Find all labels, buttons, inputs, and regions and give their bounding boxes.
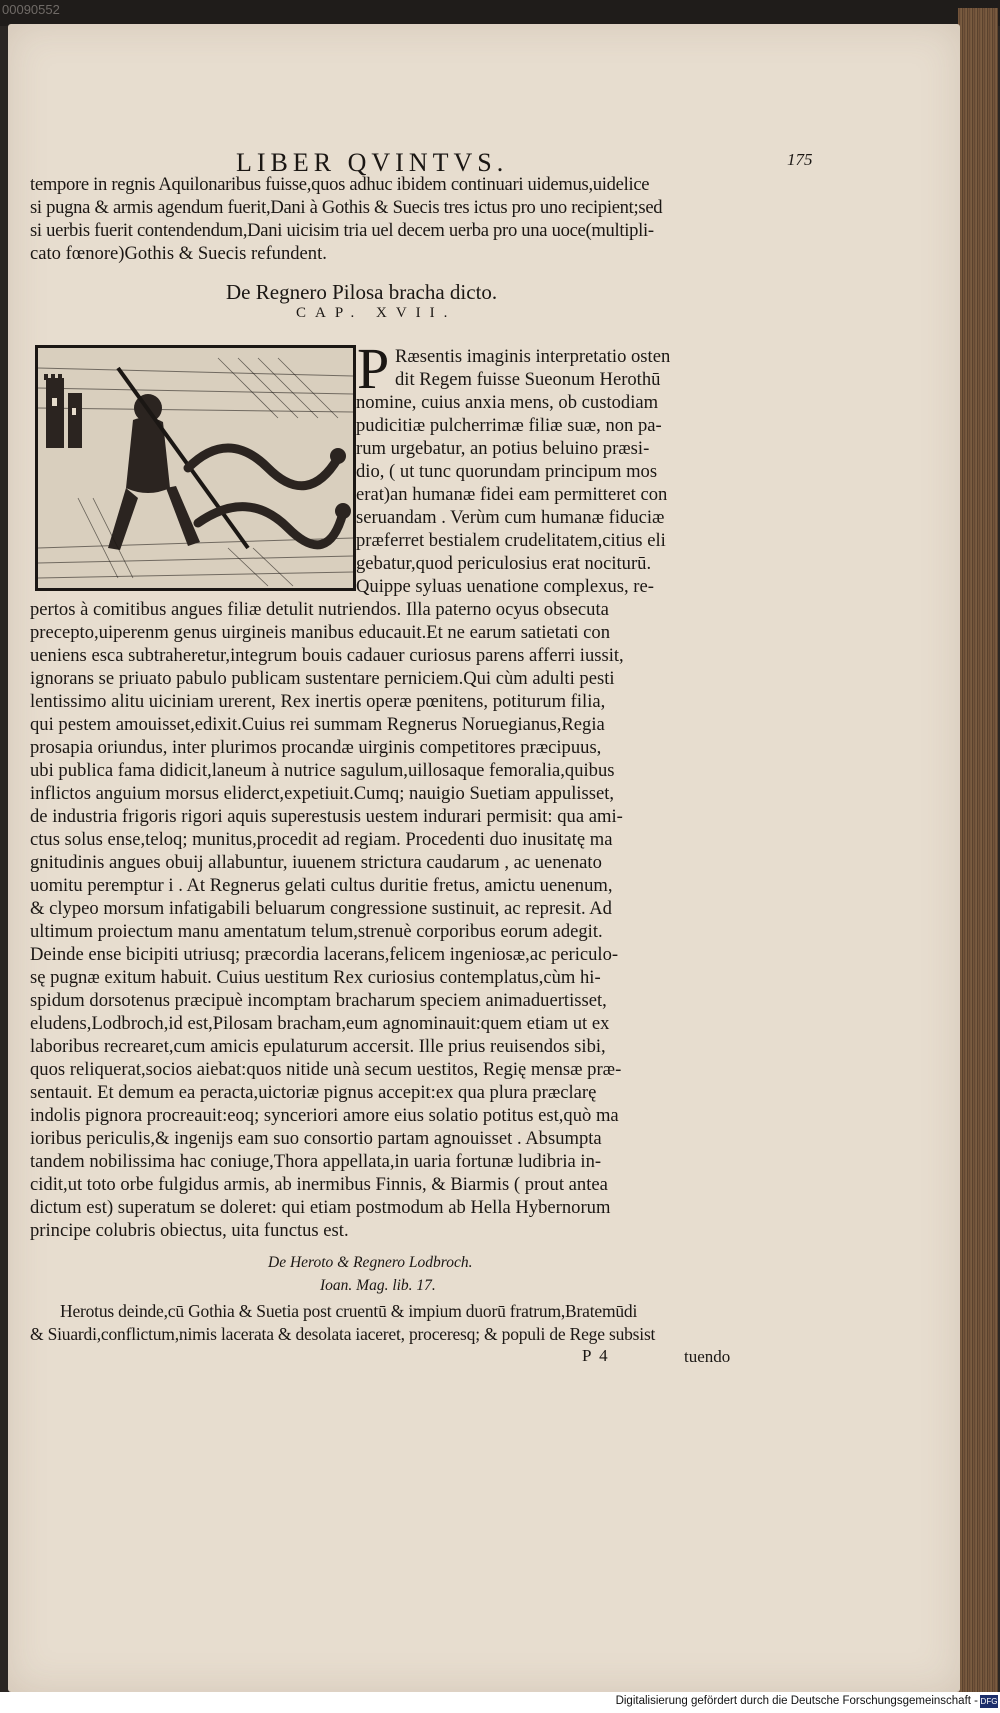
- text-line: precepto,uiperenm genus uirgineis manibus educauit.Et ne earum satietati con: [30, 622, 611, 643]
- text-line: si pugna & armis agendum fuerit,Dani à Gothis & Suecis tres ictus pro uno recipient;sed: [30, 197, 663, 218]
- dfg-logo: DFG: [980, 1697, 998, 1706]
- section-source: Ioan. Mag. lib. 17.: [320, 1277, 436, 1294]
- text-line: pudicitiæ pulcherrimæ filiæ suæ, non pa-: [356, 415, 662, 436]
- woodcut-illustration: [35, 345, 356, 591]
- text-line: quos reliquerat,socios aiebat:quos nitide unà secum uestitos, Regię mensæ præ-: [30, 1059, 622, 1080]
- chapter-number: CAP. XVII.: [296, 305, 457, 321]
- text-line: si uerbis fuerit contendendum,Dani uicisim tria uel decem uerba pro una uoce(multipli-: [30, 220, 654, 241]
- footer-bar: [0, 1692, 1000, 1713]
- text-line: tempore in regnis Aquilonaribus fuisse,quos adhuc ibidem continuari uidemus,uidelice: [30, 174, 650, 195]
- text-line: sę pugnæ exitum habuit. Cuius uestitum Rex curiosius contemplatus,cùm hi-: [30, 967, 601, 988]
- text-line: tandem nobilissima hac coniuge,Thora appellata,in uaria fortunæ ludibria in-: [30, 1151, 602, 1172]
- text-line: principe colubris obiectus, uita functus est.: [30, 1220, 349, 1241]
- drop-cap: P: [357, 336, 390, 401]
- chapter-title: De Regnero Pilosa bracha dicto.: [226, 280, 498, 304]
- woodcut-image: [38, 348, 353, 588]
- text-line: cato fœnore)Gothis & Suecis refundent.: [30, 243, 327, 264]
- text-line: Herotus deinde,cū Gothia & Suetia post cruentū & impium duorū fratrum,Bratemūdi: [60, 1301, 638, 1321]
- text-line: rum urgebatur, an potius beluino præsi-: [356, 438, 650, 459]
- text-line: spidum dorsotenus præcipuè incomptam bracharum speciem animaduertisset,: [30, 990, 607, 1011]
- book-page-edges: [958, 8, 998, 1698]
- text-line: uomitu peremptur i . At Regnerus gelati cultus duritie fretus, amictu uenenum,: [30, 875, 613, 896]
- running-header: LIBER QVINTVS.: [236, 148, 509, 177]
- text-line: Quippe syluas uenatione complexus, re-: [356, 576, 654, 597]
- text-line: dio, ( ut tunc quorundam principum mos: [356, 461, 658, 482]
- text-line: dit Regem fuisse Sueonum Herothū: [395, 369, 661, 390]
- text-line: inflictos anguium morsus eliderct,expetiuit.Cumq; nauigio Suetiam appulisset,: [30, 783, 615, 804]
- scan-id: 00090552: [2, 2, 60, 17]
- signature-mark: P 4: [582, 1346, 610, 1365]
- footer-credit: Digitalisierung gefördert durch die Deutsche Forschungsgemeinschaft -: [615, 1695, 978, 1707]
- catchword: tuendo: [684, 1347, 731, 1366]
- text-line: ioribus periculis,& ingenijs eam suo consortio partam agnouisset . Absumpta: [30, 1128, 602, 1149]
- text-line: præferret bestialem crudelitatem,citius eli: [356, 530, 666, 551]
- page-number: 175: [787, 150, 813, 169]
- text-line: ubi publica fama didicit,laneum à nutrice sagulum,uillosaque femoralia,quibus: [30, 760, 615, 781]
- text-line: & clypeo morsum infatigabili beluarum congressione sustinuit, ac represit. Ad: [30, 898, 612, 919]
- text-line: qui pestem amouisset,edixit.Cuius rei summam Regnerus Noruegianus,Regia: [30, 714, 605, 735]
- scan-top-strip: [0, 0, 1000, 26]
- text-line: laboribus recrearet,cum amicis epulaturum accersit. Ille prius reuisendos sibi,: [30, 1036, 606, 1057]
- text-line: erat)an humanæ fidei eam permitteret con: [356, 484, 668, 505]
- text-line: nomine, cuius anxia mens, ob custodiam: [356, 392, 659, 413]
- text-line: gnitudinis angues obuij allabuntur, iuuenem strictura caudarum , ac uenenato: [30, 852, 602, 873]
- text-line: & Siuardi,conflictum,nimis lacerata & desolata iaceret, proceresq; & populi de Rege subsist: [30, 1324, 656, 1344]
- text-line: gebatur,quod periculosius erat nociturū.: [356, 553, 652, 574]
- text-line: ignorans se priuato pabulo publicam sustentare perniciem.Qui cùm adulti pesti: [30, 668, 615, 689]
- text-line: prosapia oriundus, inter plurimos procandæ uirginis competitores præcipuus,: [30, 737, 602, 758]
- text-line: ctus solus ense,teloq; munitus,procedit ad regiam. Procedenti duo inusitatę ma: [30, 829, 613, 850]
- text-line: Ræsentis imaginis interpretatio osten: [395, 346, 671, 367]
- text-line: seruandam . Verùm cum humanæ fiduciæ: [356, 507, 665, 528]
- text-line: indolis pignora procreauit:eoq; synceriori amore eius solatio potitus est,quò ma: [30, 1105, 619, 1126]
- text-line: sentauit. Et demum ea peracta,uictoriæ pignus accepit:ex qua plura præclarę: [30, 1082, 597, 1103]
- text-line: dictum est) superatum se doleret: qui etiam postmodum ab Hella Hybernorum: [30, 1197, 611, 1218]
- text-line: eludens,Lodbroch,id est,Pilosam bracham,eum agnominauit:quem etiam ut ex: [30, 1013, 610, 1034]
- text-line: ueniens esca subtraheretur,integrum bouis cadauer curiosus parens afferri iussit,: [30, 645, 624, 666]
- text-line: ultimum proiectum manu amentatum telum,strenuè corporibus eorum adegit.: [30, 921, 603, 942]
- section-title: De Heroto & Regnero Lodbroch.: [268, 1254, 473, 1271]
- text-line: de industria frigoris rigori aquis superestusis uestem indurari permisit: qua ami-: [30, 806, 623, 827]
- text-line: lentissimo alitu uiciniam urerent, Rex inertis operæ pœnitens, potiturum filia,: [30, 691, 606, 712]
- text-line: Deinde ense bicipiti utriusq; præcordia lacerans,felicem ingeniosæ,ac periculo-: [30, 944, 619, 965]
- text-line: pertos à comitibus angues filiæ detulit nutriendos. Illa paterno ocyus obsecuta: [30, 599, 609, 620]
- text-line: cidit,ut toto orbe fulgidus armis, ab inermibus Finnis, & Biarmis ( prout antea: [30, 1174, 608, 1195]
